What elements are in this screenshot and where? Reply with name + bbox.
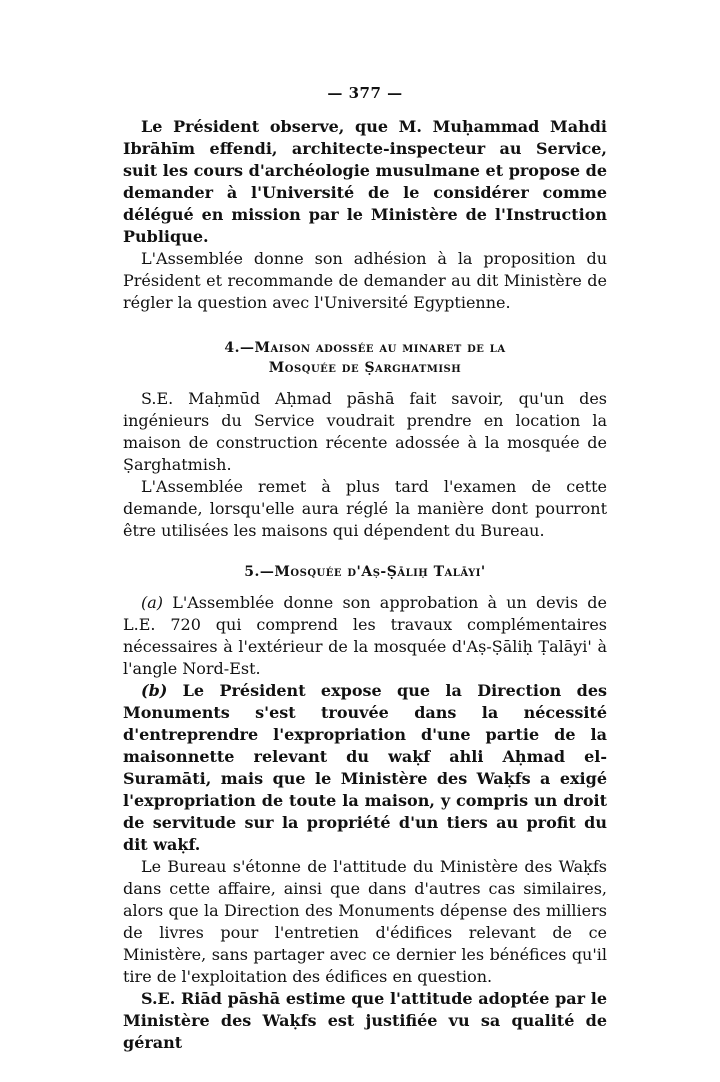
section-heading-5 [123, 562, 607, 582]
paragraph-president-observe: Le Président observe, que M. Muḥammad Mahdi Ibrāhīm effendi, architecte-inspecteur au Service, suit les cours d'archéologie musulmane et propose de demander à l'Université de le considérer comme délégué en mission par le Ministère de l'Instruction Publique. [123, 117, 607, 246]
section-heading-4-line-2: Mosquée de Ṣarghatmish [268, 360, 462, 376]
section-heading-4-line-1: 4.—Maison adossée au minaret de la [224, 340, 506, 356]
paragraph-item-a [123, 592, 607, 680]
section-heading-5-title: 5.—Mosquée d'Aṣ-Ṣāliḥ Talāyi' [244, 564, 486, 580]
paragraph-riad-pasha: S.E. Riād pāshā estime que l'attitude adoptée par le Ministère des Waḳfs est justifiée vu sa qualité de gérant [123, 989, 607, 1052]
page-number: — 377 — [327, 84, 403, 102]
document-page [123, 84, 607, 1054]
paragraph-bureau-etonne: Le Bureau s'étonne de l'attitude du Ministère des Waḳfs dans cette affaire, ainsi que dans d'autres cas similaires, alors que la Direction des Monuments dépense des milliers de livres pour l'entretien d'édifices relevant de ce Ministère, sans partager avec ce dernier les bénéfices qu'il tire de l'exploitation des édifices en question. [123, 857, 607, 986]
paragraph-assemblee-remet: L'Assemblée remet à plus tard l'examen de cette demande, lorsqu'elle aura réglé la manière dont pourront être utilisées les maisons qui dépendent du Bureau. [123, 477, 607, 540]
item-b-marker: (b) [141, 681, 168, 700]
item-a-marker: (a) [141, 593, 164, 612]
paragraph-assemblee-adhesion: L'Assemblée donne son adhésion à la proposition du Président et recommande de demander au dit Ministère de régler la question avec l'Université Egyptienne. [123, 249, 607, 312]
item-a-text: L'Assemblée donne son approbation à un devis de L.E. 720 qui comprend les travaux complémentaires nécessaires à l'extérieur de la mosquée d'Aṣ-Ṣāliḥ Ṭalāyi' à l'angle Nord-Est. [123, 593, 607, 678]
item-b-text: Le Président expose que la Direction des Monuments s'est trouvée dans la nécessité d'entreprendre l'expropriation d'une partie de la maisonnette relevant du waḳf ahli Aḥmad el-Suramāti, mais que le Ministère des Waḳfs a exigé l'expropriation de toute la maison, y compris un droit de servitude sur la propriété d'un tiers au profit du dit waḳf. [123, 681, 607, 854]
paragraph-mahmud-pasha: S.E. Maḥmūd Aḥmad pāshā fait savoir, qu'un des ingénieurs du Service voudrait prendre en location la maison de construction récente adossée à la mosquée de Ṣarghatmish. [123, 389, 607, 474]
paragraph-item-b [123, 680, 607, 856]
section-heading-4 [123, 338, 607, 378]
